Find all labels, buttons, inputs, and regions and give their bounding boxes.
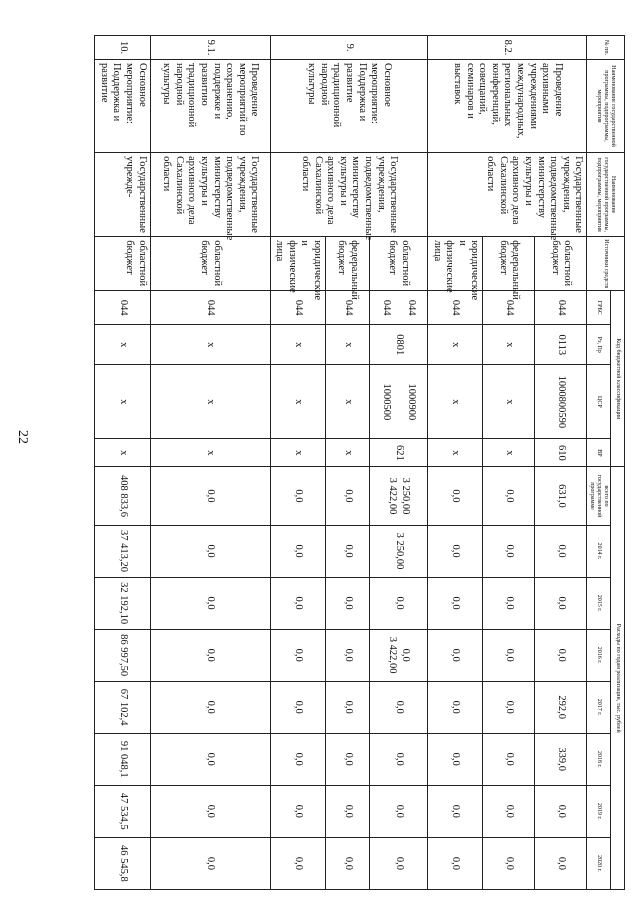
value-2020: 0,0	[325, 837, 369, 889]
header-2017: 2017 г.	[587, 681, 611, 733]
vr: х	[270, 439, 325, 467]
header-csr: ЦСР	[587, 365, 611, 439]
grbs: 044	[325, 291, 369, 325]
csr	[369, 365, 427, 439]
total: 631,0	[535, 467, 587, 525]
value-2019: 47 534,5	[95, 785, 150, 837]
value-2020: 0,0	[369, 837, 427, 889]
value-2015: 0,0	[535, 577, 587, 629]
header-vr: ВР	[587, 439, 611, 467]
rzpr: х	[95, 325, 150, 365]
executor-name: Государственные учреждения, подведомственные министерству культуры и архивного дела Сахалинской области	[270, 153, 427, 237]
value-2018: 91 048,1	[95, 733, 150, 785]
value-2018: 0,0	[325, 733, 369, 785]
value-2019: 0,0	[369, 785, 427, 837]
rzpr: х	[270, 325, 325, 365]
csr-line: 1000500	[381, 383, 393, 421]
value-2019: 0,0	[150, 785, 270, 837]
value-2019: 0,0	[483, 785, 535, 837]
rzpr: 0801	[369, 325, 427, 365]
header-executor: Наименование государственной программы, подпрограммы, мероприятия	[587, 153, 625, 237]
grbs: 044	[483, 291, 535, 325]
program-name: Проведение мероприятий по сохранению, поддержке и развитию традиционной народной культуры	[150, 60, 270, 153]
csr: х	[95, 365, 150, 439]
total-line: 3 250,00	[400, 477, 412, 515]
grbs: 044	[150, 291, 270, 325]
total	[369, 467, 427, 525]
value-2018: 0,0	[483, 733, 535, 785]
value-2017: 292,0	[535, 681, 587, 733]
value-2018: 339,0	[535, 733, 587, 785]
value-2020: 0,0	[270, 837, 325, 889]
value-2020: 0,0	[150, 837, 270, 889]
csr: х	[270, 365, 325, 439]
value-2015: 32 192,10	[95, 577, 150, 629]
value-2014: 0,0	[150, 525, 270, 577]
source: областной бюджет	[369, 237, 427, 291]
value-2014: 0,0	[270, 525, 325, 577]
value-2019: 0,0	[325, 785, 369, 837]
source: юридические и физические лица	[270, 237, 325, 291]
csr: х	[483, 365, 535, 439]
program-name: Проведение архивными учреждениями международных, региональных конференций, совещаний, семинаров и выставок	[427, 60, 586, 153]
source: федеральный бюджет	[325, 237, 369, 291]
value-2015: 0,0	[325, 577, 369, 629]
budget-table	[94, 35, 625, 890]
header-program: Наименование государственной программы, подпрограммы, мероприятия	[587, 60, 625, 153]
value-2015: 0,0	[427, 577, 482, 629]
grbs: 044	[95, 291, 150, 325]
source: федеральный бюджет	[483, 237, 535, 291]
value-2015: 0,0	[270, 577, 325, 629]
table-row	[150, 36, 270, 890]
program-name: Основное мероприятие: Поддержка и развитие традиционной народной культуры	[270, 60, 427, 153]
row-number: 10.	[95, 36, 150, 60]
value-2020: 46 545,8	[95, 837, 150, 889]
value-2015: 0,0	[150, 577, 270, 629]
table-row	[369, 36, 427, 890]
value-line: 0,0	[400, 648, 412, 662]
csr-line: 1000900	[406, 383, 418, 421]
value-2014: 0,0	[325, 525, 369, 577]
grbs: 044	[535, 291, 587, 325]
executor-name: Государственные учреждения, подведомственные министерству культуры и архивного дела Сахалинской области	[150, 153, 270, 237]
value-2017: 0,0	[369, 681, 427, 733]
header-2019: 2019 г.	[587, 785, 611, 837]
row-number: 9.	[270, 36, 427, 60]
value-2020: 0,0	[483, 837, 535, 889]
total-line: 3 422,00	[387, 477, 399, 515]
value-2014: 0,0	[535, 525, 587, 577]
grbs-line: 044	[381, 299, 393, 316]
header-2014: 2014 г.	[587, 525, 611, 577]
value-2016: 0,0	[483, 629, 535, 681]
page-number: 22	[15, 430, 30, 444]
csr: 1000800590	[535, 365, 587, 439]
vr: х	[325, 439, 369, 467]
rzpr: х	[150, 325, 270, 365]
header-2016: 2016 г.	[587, 629, 611, 681]
value-2016: 0,0	[270, 629, 325, 681]
csr: х	[325, 365, 369, 439]
rzpr: х	[483, 325, 535, 365]
program-name: Основное мероприятие: Поддержка и развитие	[95, 60, 150, 153]
value-2014: 0,0	[483, 525, 535, 577]
header-total: всего по государственной программе	[587, 467, 611, 525]
value-2020: 0,0	[535, 837, 587, 889]
value-2016: 0,0	[535, 629, 587, 681]
grbs: 044	[427, 291, 482, 325]
source: областной бюджет	[150, 237, 270, 291]
header-source: Источники средств	[587, 237, 625, 291]
source: областной бюджет	[95, 237, 150, 291]
source: юридические и физические лица	[427, 237, 482, 291]
vr: х	[427, 439, 482, 467]
row-number: 9.1.	[150, 36, 270, 60]
total: 408 833,6	[95, 467, 150, 525]
total: 0,0	[483, 467, 535, 525]
vr: х	[150, 439, 270, 467]
header-budget-codes: Код бюджетной классификации	[611, 291, 625, 467]
vr: 610	[535, 439, 587, 467]
value-2018: 0,0	[150, 733, 270, 785]
executor-name: Государственные учрежде-	[95, 153, 150, 237]
value-2017: 0,0	[150, 681, 270, 733]
value-2017: 67 102,4	[95, 681, 150, 733]
rzpr: х	[427, 325, 482, 365]
value-2017: 0,0	[427, 681, 482, 733]
vr: х	[95, 439, 150, 467]
value-2019: 0,0	[427, 785, 482, 837]
value-2016: 86 997,50	[95, 629, 150, 681]
total: 0,0	[270, 467, 325, 525]
value-2018: 0,0	[369, 733, 427, 785]
csr: х	[150, 365, 270, 439]
value-2017: 0,0	[483, 681, 535, 733]
value-2014: 37 413,20	[95, 525, 150, 577]
rzpr: 0113	[535, 325, 587, 365]
csr: х	[427, 365, 482, 439]
value-2016	[369, 629, 427, 681]
header-num: № пп.	[587, 36, 625, 60]
rzpr: х	[325, 325, 369, 365]
value-2020: 0,0	[427, 837, 482, 889]
vr: х	[483, 439, 535, 467]
value-2015: 0,0	[369, 577, 427, 629]
vr: 621	[369, 439, 427, 467]
value-line: 3 422,00	[387, 636, 399, 674]
header-rzpr: Рз, Пр	[587, 325, 611, 365]
executor-name: Государственные учреждения, подведомственные министерству культуры и архивного дела Сахалинской области	[427, 153, 586, 237]
table-row	[95, 36, 150, 890]
value-2019: 0,0	[535, 785, 587, 837]
header-2015: 2015 г.	[587, 577, 611, 629]
table-row	[535, 36, 587, 890]
grbs-line: 044	[406, 299, 418, 316]
value-2016: 0,0	[325, 629, 369, 681]
total: 0,0	[325, 467, 369, 525]
value-2016: 0,0	[150, 629, 270, 681]
value-2018: 0,0	[427, 733, 482, 785]
value-2017: 0,0	[325, 681, 369, 733]
value-2015: 0,0	[483, 577, 535, 629]
value-2017: 0,0	[270, 681, 325, 733]
header-grbs: ГРБС	[587, 291, 611, 325]
header-2018: 2018 г.	[587, 733, 611, 785]
budget-table-rotated	[95, 35, 625, 890]
source: областной бюджет	[535, 237, 587, 291]
row-number: 8.2.	[427, 36, 586, 60]
value-2014: 0,0	[427, 525, 482, 577]
total: 0,0	[150, 467, 270, 525]
header-2020: 2020 г.	[587, 837, 611, 889]
value-2014: 3 250,00	[369, 525, 427, 577]
value-2016: 0,0	[427, 629, 482, 681]
grbs	[369, 291, 427, 325]
value-2018: 0,0	[270, 733, 325, 785]
total: 0,0	[427, 467, 482, 525]
header-costs: Расходы по годам реализации, тыс. рублей	[611, 467, 625, 890]
grbs: 044	[270, 291, 325, 325]
value-2019: 0,0	[270, 785, 325, 837]
